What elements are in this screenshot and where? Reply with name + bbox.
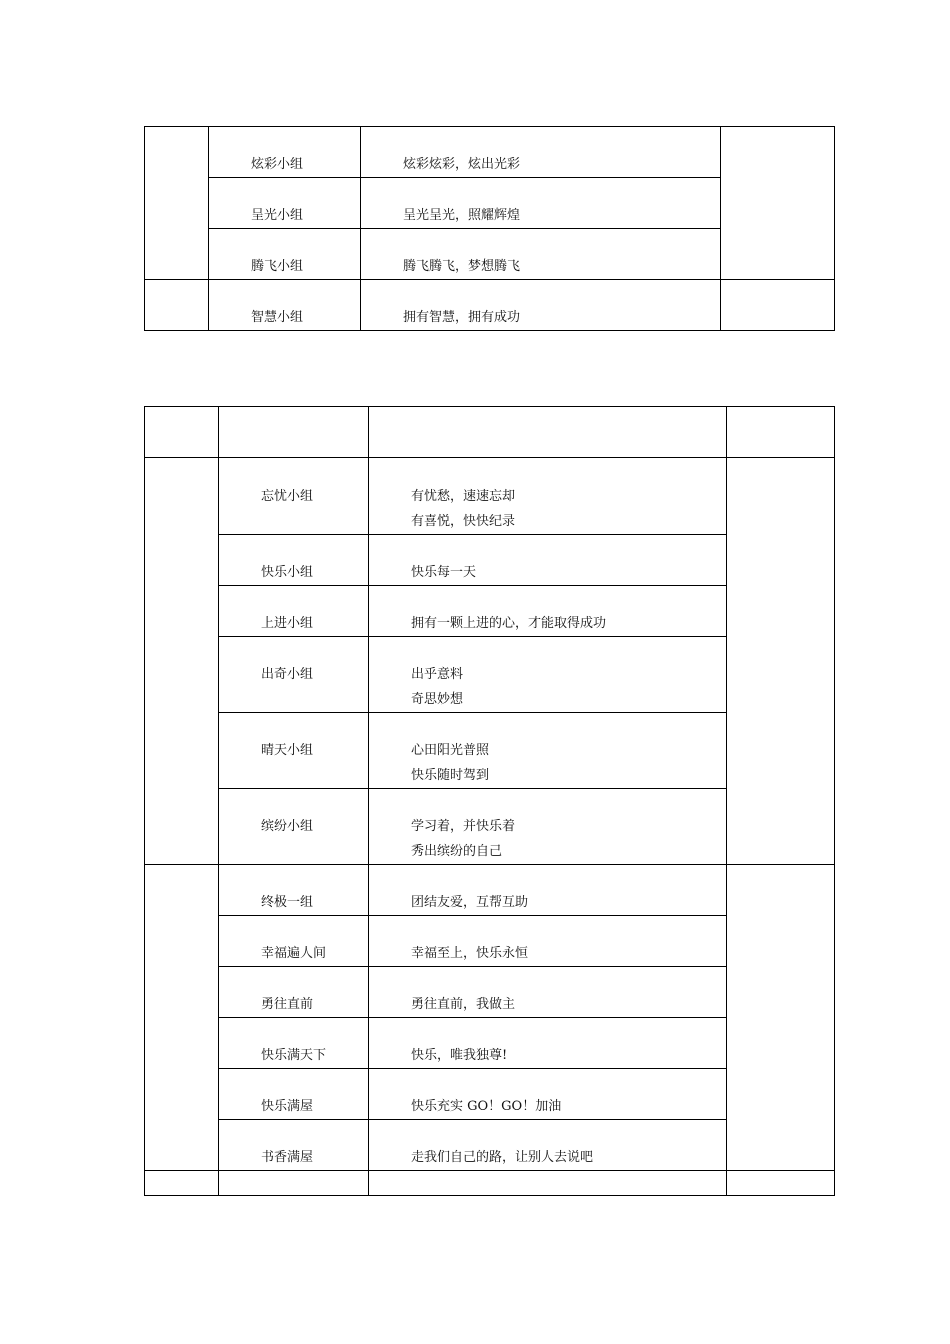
group-slogan: 快乐，唯我独尊! (369, 1018, 727, 1069)
group-name: 晴天小组 (219, 713, 369, 789)
group-table-2 (144, 406, 835, 1196)
slogan-line: 奇思妙想 (411, 692, 464, 707)
group-name: 出奇小组 (219, 637, 369, 713)
note-cell (727, 458, 835, 865)
footer-cell (727, 1171, 835, 1196)
slogan-line: 快乐随时驾到 (411, 768, 490, 783)
group-slogan: 走我们自己的路，让别人去说吧 (369, 1120, 727, 1171)
group-name: 上进小组 (219, 586, 369, 637)
slogan-line: 秀出缤纷的自己 (411, 844, 503, 859)
header-cell (219, 407, 369, 458)
group-table-1 (144, 126, 835, 331)
class-cell (145, 865, 219, 1171)
note-cell (727, 865, 835, 1171)
footer-cell (145, 1171, 219, 1196)
header-cell (145, 407, 219, 458)
group-name: 幸福遍人间 (219, 916, 369, 967)
note-cell (721, 280, 835, 331)
group-slogan: 快乐每一天 (369, 535, 727, 586)
slogan-line: 有忧愁，速速忘却 (411, 489, 516, 504)
slogan-line: 心田阳光普照 (411, 743, 490, 758)
class-cell (145, 127, 209, 280)
group-slogan: 呈光呈光，照耀辉煌 (361, 178, 721, 229)
note-cell (721, 127, 835, 280)
group-name: 终极一组 (219, 865, 369, 916)
footer-cell (219, 1171, 369, 1196)
footer-cell (369, 1171, 727, 1196)
header-cell (369, 407, 727, 458)
class-cell (145, 458, 219, 865)
footer-row (145, 1171, 835, 1196)
group-name: 缤纷小组 (219, 789, 369, 865)
group-slogan (369, 637, 727, 713)
header-cell (727, 407, 835, 458)
group-slogan: 勇往直前，我做主 (369, 967, 727, 1018)
group-name: 书香满屋 (219, 1120, 369, 1171)
group-name: 快乐满屋 (219, 1069, 369, 1120)
slogan-line: 有喜悦，快快纪录 (411, 514, 516, 529)
group-slogan: 腾飞腾飞，梦想腾飞 (361, 229, 721, 280)
group-slogan: 拥有智慧，拥有成功 (361, 280, 721, 331)
group-slogan: 快乐充实 GO！GO！加油 (369, 1069, 727, 1120)
slogan-line: 学习着，并快乐着 (411, 819, 516, 834)
group-slogan: 团结友爱，互帮互助 (369, 865, 727, 916)
group-name: 智慧小组 (209, 280, 361, 331)
group-slogan: 拥有一颗上进的心，才能取得成功 (369, 586, 727, 637)
class-cell (145, 280, 209, 331)
group-slogan (369, 458, 727, 535)
group-name: 炫彩小组 (209, 127, 361, 178)
group-name: 腾飞小组 (209, 229, 361, 280)
group-name: 快乐小组 (219, 535, 369, 586)
group-slogan: 炫彩炫彩，炫出光彩 (361, 127, 721, 178)
group-slogan (369, 713, 727, 789)
group-name: 快乐满天下 (219, 1018, 369, 1069)
group-slogan (369, 789, 727, 865)
header-row (145, 407, 835, 458)
slogan-line: 出乎意料 (411, 667, 464, 682)
group-slogan: 幸福至上，快乐永恒 (369, 916, 727, 967)
group-name: 呈光小组 (209, 178, 361, 229)
group-name: 勇往直前 (219, 967, 369, 1018)
group-name: 忘忧小组 (219, 458, 369, 535)
